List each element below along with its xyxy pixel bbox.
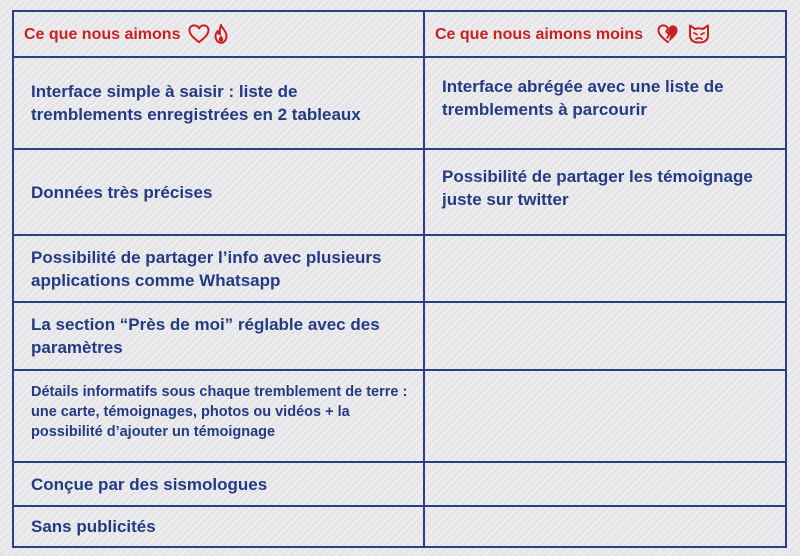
dislike-cell-3 — [425, 236, 785, 303]
like-cell-7: Sans publicités — [14, 507, 425, 546]
dislike-cell-6 — [425, 463, 785, 507]
like-cell-3: Possibilité de partager l’info avec plusieurs applications comme Whatsapp — [14, 236, 425, 303]
dislike-cell-5 — [425, 371, 785, 463]
dislike-cell-2: Possibilité de partager les témoignage juste sur twitter — [425, 150, 785, 236]
comparison-table — [12, 10, 787, 548]
broken-heart-icon — [657, 24, 679, 44]
header-likes-title: Ce que nous aimons — [24, 25, 181, 43]
like-cell-5: Détails informatifs sous chaque tremblement de terre : une carte, témoignages, photos ou vidéos + la possibilité d’ajouter un témoignage — [14, 371, 425, 463]
like-cell-2: Données très précises — [14, 150, 425, 236]
dislike-cell-1: Interface abrégée avec une liste de tremblements à parcourir — [425, 58, 785, 150]
like-cell-1: Interface simple à saisir : liste de tremblements enregistrées en 2 tableaux — [14, 58, 425, 150]
fire-icon — [213, 24, 229, 44]
header-dislikes-title: Ce que nous aimons moins — [435, 25, 644, 43]
header-dislikes — [425, 12, 785, 58]
dislike-cell-7 — [425, 507, 785, 546]
header-likes — [14, 12, 425, 58]
dislike-cell-4 — [425, 303, 785, 371]
heart-outline-icon — [188, 24, 210, 44]
like-cell-6: Conçue par des sismologues — [14, 463, 425, 507]
like-cell-4: La section “Près de moi” réglable avec des paramètres — [14, 303, 425, 371]
angry-cat-icon — [688, 24, 710, 44]
